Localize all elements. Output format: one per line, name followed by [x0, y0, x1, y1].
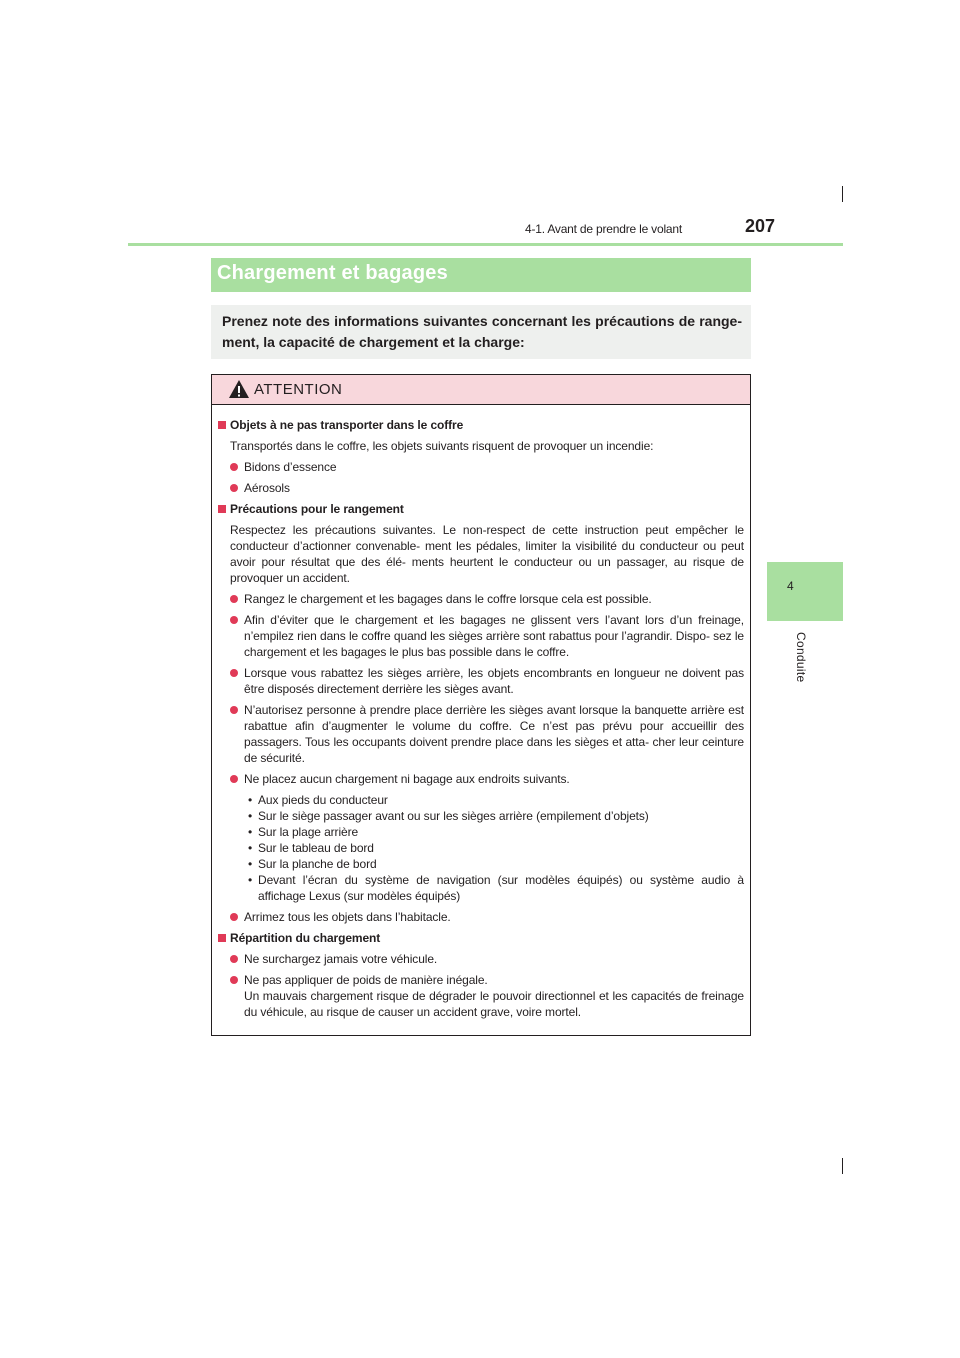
bullet-icon: • — [248, 873, 253, 887]
bullet-icon: • — [248, 793, 253, 807]
circle-bullet-icon — [230, 616, 238, 624]
crop-mark-top — [842, 186, 843, 202]
sub-list-item: • Sur la plage arrière — [248, 825, 359, 839]
header-rule — [128, 243, 843, 246]
square-bullet-icon — [218, 421, 226, 429]
title-bar — [211, 258, 751, 292]
warning-header — [212, 375, 750, 405]
section-paragraph: Transportés dans le coffre, les objets suivants risquent de provoquer un incendie: — [230, 439, 654, 453]
intro-text: Prenez note des informations suivantes concernant les précautions de range- ment, la capacité de chargement et la charge: — [222, 313, 742, 350]
warning-triangle-icon — [228, 379, 250, 399]
sub-list-item: • Aux pieds du conducteur — [248, 793, 388, 807]
section-paragraph: Respectez les précautions suivantes. Le non-respect de cette instruction peut empêcher le conducteur d’actionner convenable- ment les pédales, limiter la visibilité du conducteur ou peut avoir pour résultat que des élé- ments heurtent le conducteur ou un passager, au risque de provoquer un accident. — [230, 523, 744, 585]
warning-label: ATTENTION — [254, 381, 343, 398]
circle-bullet-icon — [230, 463, 238, 471]
circle-bullet-icon — [230, 706, 238, 714]
bullet-icon: • — [248, 857, 253, 871]
list-item: Aérosols — [218, 480, 744, 496]
bullet-icon: • — [248, 809, 253, 823]
list-item: Ne pas appliquer de poids de manière inégale. Un mauvais chargement risque de dégrader le pouvoir directionnel et les capacités de freinage du véhicule, au risque de causer un accident grave, voire mortel. — [218, 972, 744, 1020]
section-heading: Précautions pour le rangement — [218, 501, 744, 517]
bullet-icon: • — [248, 825, 253, 839]
warning-body — [212, 405, 750, 1020]
square-bullet-icon — [218, 505, 226, 513]
square-bullet-icon — [218, 934, 226, 942]
section-heading: Objets à ne pas transporter dans le coffre — [218, 417, 744, 433]
sub-list-item: • Devant l’écran du système de navigation (sur modèles équipés) ou système audio à affichage Lexus (sur modèles équipés) — [248, 873, 744, 903]
intro-box — [211, 305, 751, 359]
list-item-detail: Un mauvais chargement risque de dégrader le pouvoir directionnel et les capacités de freinage du véhicule, au risque de causer un accident grave, voire mortel. — [244, 989, 744, 1019]
chapter-tab — [767, 562, 843, 621]
warning-box — [211, 374, 751, 1036]
page-title: Chargement et bagages — [217, 262, 448, 284]
list-item: Lorsque vous rabattez les sièges arrière, les objets encombrants en longueur ne doivent pas être disposés directement derrière les sièges avant. — [218, 665, 744, 697]
chapter-number: 4 — [787, 579, 794, 593]
sub-list-item: • Sur la planche de bord — [248, 857, 377, 871]
bullet-icon: • — [248, 841, 253, 855]
list-item: Ne placez aucun chargement ni bagage aux endroits suivants. — [218, 771, 744, 787]
sub-list-item: • Sur le tableau de bord — [248, 841, 374, 855]
list-item: Ne surchargez jamais votre véhicule. — [218, 951, 744, 967]
list-item: Bidons d’essence — [218, 459, 744, 475]
section-header: 4-1. Avant de prendre le volant — [524, 222, 682, 236]
list-item: Rangez le chargement et les bagages dans le coffre lorsque cela est possible. — [218, 591, 744, 607]
circle-bullet-icon — [230, 913, 238, 921]
circle-bullet-icon — [230, 976, 238, 984]
sub-list-item: • Sur le siège passager avant ou sur les sièges arrière (empilement d’objets) — [248, 809, 649, 823]
list-item: Afin d’éviter que le chargement et les bagages ne glissent vers l’avant lors d’un freinage, n’empilez rien dans le coffre quand les sièges arrière sont rabattus pour l’agrandir. Dispo- sez le chargement et les bagages le plus bas possible dans le coffre. — [218, 612, 744, 660]
circle-bullet-icon — [230, 775, 238, 783]
list-item: N’autorisez personne à prendre place derrière les sièges avant lorsque la banquette arrière est rabattue afin d’augmenter le volume du coffre. Ce n’est pas prévu pour accueillir des passagers. Tous les occupants doivent prendre place dans les sièges et atta- cher leur ceinture de sécurité. — [218, 702, 744, 766]
circle-bullet-icon — [230, 484, 238, 492]
circle-bullet-icon — [230, 595, 238, 603]
circle-bullet-icon — [230, 669, 238, 677]
list-item: Arrimez tous les objets dans l’habitacle. — [218, 909, 744, 925]
page-number: 207 — [744, 216, 775, 236]
section-heading: Répartition du chargement — [218, 930, 744, 946]
circle-bullet-icon — [230, 955, 238, 963]
crop-mark-bottom — [842, 1158, 843, 1174]
chapter-label: Conduite — [794, 632, 808, 683]
sub-list — [218, 792, 744, 904]
